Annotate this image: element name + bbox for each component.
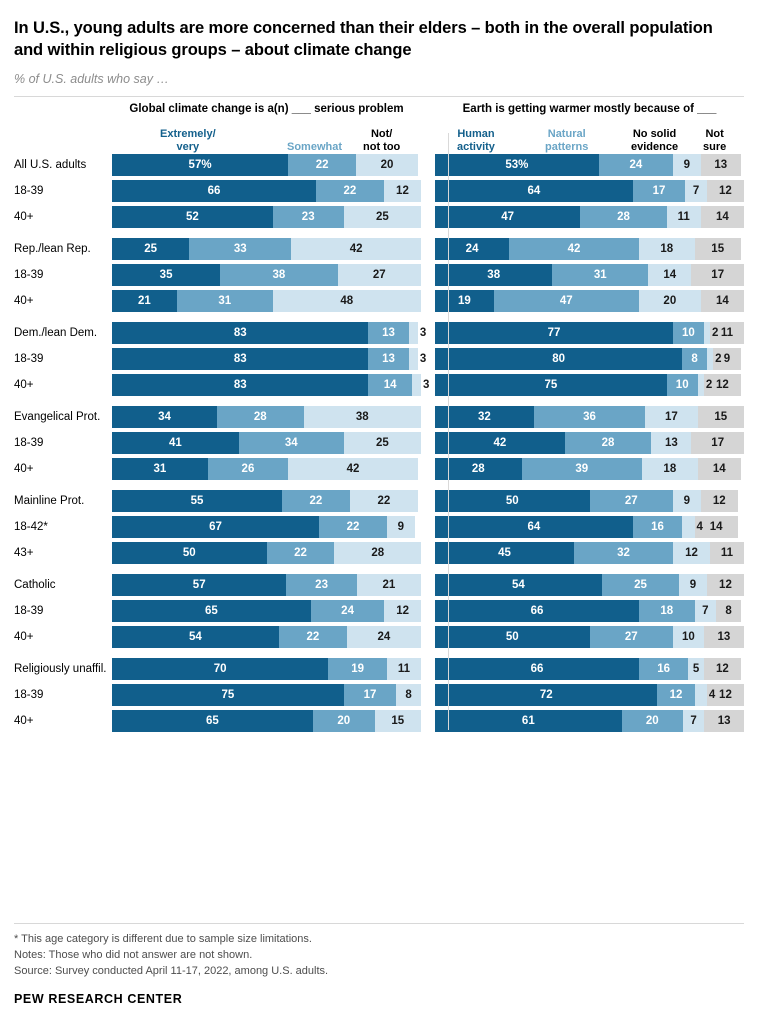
stacked-bar-global (112, 684, 421, 706)
stacked-bar-global (112, 348, 427, 370)
bar-segment: 50 (435, 490, 590, 512)
bar-segment (409, 322, 427, 344)
page-title: In U.S., young adults are more concerned than their elders – both in the overall population and within religious groups – about climate change (14, 19, 713, 59)
bar-segment: 17 (344, 684, 397, 706)
bar-segment: 32 (435, 406, 534, 428)
bar-segment: 10 (667, 374, 698, 396)
bar-segment: 25 (602, 574, 679, 596)
bar-segment: 64 (435, 180, 633, 202)
bar-segment: 67 (112, 516, 319, 538)
bar-segment: 8 (396, 684, 421, 706)
bar-segment: 80 (435, 348, 682, 370)
legend-left (112, 124, 421, 154)
stacked-bar-earth- (435, 322, 744, 344)
bar-segment: 12 (704, 374, 741, 396)
chart-row (14, 322, 744, 344)
stacked-bar-global (112, 322, 427, 344)
row-label: 18-39 (14, 688, 44, 701)
bar-segment: 11 (387, 658, 421, 680)
stacked-bar-global (112, 574, 421, 596)
stacked-bar-global (112, 516, 421, 538)
stacked-bar-global (112, 600, 421, 622)
panel-left-title: Global climate change is a(n) ___ serious problem (129, 102, 404, 115)
panel-left-header (112, 103, 421, 124)
bar-segment: 12 (707, 574, 744, 596)
bar-segment: 32 (574, 542, 673, 564)
bar-segment (409, 348, 427, 370)
bar-value-label: 3 (419, 326, 427, 339)
bar-segment: 16 (639, 658, 688, 680)
stacked-bar-global (112, 180, 421, 202)
bar-segment: 61 (435, 710, 622, 732)
chart-subtitle: % of U.S. adults who say … (14, 71, 169, 86)
stacked-bar-global (112, 542, 421, 564)
stacked-bar-global (112, 406, 421, 428)
bar-segment: 52 (112, 206, 273, 228)
bar-segment: 21 (357, 574, 421, 596)
bar-segment: 36 (534, 406, 645, 428)
chart-row (14, 600, 744, 622)
stacked-bar-earth- (435, 626, 744, 648)
bar-segment: 25 (344, 432, 421, 454)
stacked-bar-earth- (435, 574, 744, 596)
bar-segment: 66 (435, 658, 639, 680)
bar-segment: 65 (112, 600, 311, 622)
stacked-bar-earth- (435, 516, 744, 538)
bar-segment: 23 (286, 574, 356, 596)
row-label: 40+ (14, 294, 34, 307)
bar-segment: 22 (319, 516, 387, 538)
legend-right (435, 124, 744, 154)
chart-row (14, 264, 744, 286)
bar-segment: 12 (384, 600, 421, 622)
bar-segment: 42 (435, 432, 565, 454)
chart-row (14, 374, 744, 396)
chart-row (14, 206, 744, 228)
bar-segment: 9 (713, 348, 741, 370)
row-label: 18-39 (14, 184, 44, 197)
bar-segment: 13 (704, 626, 744, 648)
row-label: All U.S. adults (14, 158, 87, 171)
stacked-bar-earth- (435, 154, 744, 176)
bar-segment: 20 (622, 710, 683, 732)
bar-segment: 75 (435, 374, 667, 396)
bar-segment: 28 (435, 458, 522, 480)
bar-value-label: 2 (715, 352, 722, 365)
row-label: 43+ (14, 546, 34, 559)
bar-segment: 39 (522, 458, 643, 480)
bar-segment: 31 (112, 458, 208, 480)
bar-segment (682, 516, 703, 538)
bar-segment: 38 (220, 264, 337, 286)
bar-segment: 10 (673, 626, 704, 648)
bar-segment: 8 (716, 600, 741, 622)
bar-segment: 83 (112, 374, 368, 396)
stacked-bar-global (112, 432, 421, 454)
bar-segment: 12 (657, 684, 694, 706)
stacked-bar-global (112, 238, 421, 260)
chart-row (14, 684, 744, 706)
row-label: 40+ (14, 210, 34, 223)
bar-segment: 7 (683, 710, 704, 732)
bar-segment: 23 (273, 206, 344, 228)
legend-right-item-1: Natural patterns (545, 128, 589, 153)
bar-segment: 22 (279, 626, 347, 648)
chart-row (14, 658, 744, 680)
chart-row (14, 542, 744, 564)
bar-segment: 70 (112, 658, 328, 680)
legend-right-item-3: Not sure (703, 128, 727, 153)
stacked-bar-global (112, 290, 421, 312)
bar-segment: 42 (509, 238, 639, 260)
bar-segment: 17 (645, 406, 698, 428)
row-label: 18-39 (14, 436, 44, 449)
row-label: Religiously unaffil. (14, 662, 107, 675)
bar-segment: 24 (311, 600, 384, 622)
bar-segment: 12 (384, 180, 421, 202)
legend-right-item-0: Human activity (457, 128, 495, 153)
bar-segment: 20 (356, 154, 418, 176)
bar-segment: 9 (387, 516, 415, 538)
brand-label: PEW RESEARCH CENTER (14, 992, 183, 1006)
bar-segment: 9 (673, 154, 701, 176)
chart-rows (14, 154, 744, 732)
stacked-bar-earth- (435, 684, 744, 706)
stacked-bar-earth- (435, 238, 744, 260)
bar-segment: 27 (590, 490, 673, 512)
bar-segment: 12 (673, 542, 710, 564)
bar-segment: 24 (347, 626, 421, 648)
chart-row (14, 238, 744, 260)
bar-segment: 83 (112, 322, 368, 344)
bar-segment: 42 (288, 458, 418, 480)
bar-segment: 20 (313, 710, 375, 732)
bar-segment: 15 (698, 406, 744, 428)
legend-row (14, 124, 744, 154)
bar-segment: 41 (112, 432, 239, 454)
bar-segment: 34 (239, 432, 344, 454)
bar-segment: 7 (685, 180, 707, 202)
bar-segment: 24 (435, 238, 509, 260)
legend-left-item-1: Somewhat (287, 140, 343, 153)
chart-row (14, 180, 744, 202)
bar-segment (695, 684, 716, 706)
bar-segment: 75 (112, 684, 344, 706)
bar-segment: 28 (565, 432, 652, 454)
bar-segment: 38 (304, 406, 421, 428)
stacked-bar-global (112, 710, 421, 732)
footnote-2: Source: Survey conducted April 11-17, 2022, among U.S. adults. (14, 965, 329, 978)
chart-row (14, 406, 744, 428)
bar-segment: 19 (328, 658, 387, 680)
bar-segment: 27 (590, 626, 673, 648)
stacked-bar-earth- (435, 264, 744, 286)
chart-row (14, 574, 744, 596)
bar-segment: 28 (580, 206, 667, 228)
bar-segment: 38 (435, 264, 552, 286)
bar-segment: 15 (695, 238, 741, 260)
stacked-bar-earth- (435, 432, 744, 454)
bar-segment: 13 (368, 322, 408, 344)
bar-segment: 25 (344, 206, 421, 228)
bar-segment (707, 348, 722, 370)
charts-container (14, 103, 744, 732)
bar-segment: 47 (494, 290, 639, 312)
row-label: Dem./lean Dem. (14, 326, 98, 339)
bar-segment: 9 (673, 490, 701, 512)
stacked-bar-earth- (435, 180, 744, 202)
bar-segment: 13 (651, 432, 691, 454)
bar-segment: 17 (691, 264, 744, 286)
chart-row (14, 458, 744, 480)
bar-value-label: 4 (708, 688, 716, 701)
chart-row (14, 710, 744, 732)
chart-row (14, 626, 744, 648)
bar-segment: 13 (704, 710, 744, 732)
bar-segment: 31 (552, 264, 648, 286)
bar-value-label: 3 (422, 378, 430, 391)
bar-segment (704, 322, 719, 344)
bar-segment: 18 (642, 458, 698, 480)
bar-segment: 22 (267, 542, 335, 564)
chart-row (14, 516, 744, 538)
chart-row (14, 490, 744, 512)
bar-segment: 14 (695, 516, 738, 538)
bar-segment: 21 (112, 290, 177, 312)
bar-segment: 11 (710, 322, 744, 344)
bar-segment: 54 (435, 574, 602, 596)
bar-segment: 66 (112, 180, 316, 202)
bar-segment: 13 (701, 154, 741, 176)
bar-segment: 22 (316, 180, 384, 202)
bar-segment: 65 (112, 710, 313, 732)
panel-titles-row (14, 103, 744, 124)
bar-segment: 50 (435, 626, 590, 648)
stacked-bar-global (112, 154, 421, 176)
bar-segment: 12 (701, 490, 738, 512)
row-label: 18-39 (14, 604, 44, 617)
stacked-bar-earth- (435, 206, 744, 228)
bar-segment: 26 (208, 458, 288, 480)
bar-segment: 18 (639, 238, 695, 260)
bar-value-label: 4 (696, 520, 703, 533)
stacked-bar-global (112, 264, 421, 286)
stacked-bar-global (112, 626, 421, 648)
bar-segment: 35 (112, 264, 220, 286)
bar-segment: 25 (112, 238, 189, 260)
row-label: 40+ (14, 378, 34, 391)
legend-right-item-2: No solid evidence (631, 128, 679, 153)
bar-segment: 42 (291, 238, 421, 260)
bar-segment (698, 374, 713, 396)
footer-divider (14, 923, 744, 924)
bar-segment: 22 (282, 490, 350, 512)
chart-row (14, 432, 744, 454)
stacked-bar-global (112, 490, 421, 512)
bar-segment: 17 (691, 432, 744, 454)
row-label: Catholic (14, 578, 56, 591)
panel-right-title: Earth is getting warmer mostly because of ___ (462, 102, 717, 115)
bar-value-label: 2 (711, 326, 719, 339)
bar-segment: 47 (435, 206, 580, 228)
bar-segment: 16 (633, 516, 682, 538)
bar-segment: 53% (435, 154, 599, 176)
bar-segment: 18 (639, 600, 695, 622)
bar-segment: 83 (112, 348, 368, 370)
panel-divider (448, 133, 449, 730)
bar-segment: 22 (288, 154, 356, 176)
stacked-bar-global (112, 458, 421, 480)
bar-segment: 48 (273, 290, 421, 312)
bar-segment: 57% (112, 154, 288, 176)
bar-segment: 11 (667, 206, 701, 228)
bar-segment: 12 (704, 658, 741, 680)
bar-segment: 50 (112, 542, 267, 564)
bar-segment: 12 (707, 684, 744, 706)
chart-footer (14, 923, 744, 1006)
stacked-bar-global (112, 374, 430, 396)
stacked-bar-global (112, 206, 421, 228)
bar-segment: 13 (368, 348, 408, 370)
bar-segment: 20 (639, 290, 701, 312)
stacked-bar-earth- (435, 290, 744, 312)
bar-segment: 14 (701, 290, 744, 312)
stacked-bar-earth- (435, 406, 744, 428)
stacked-bar-earth- (435, 710, 744, 732)
bar-segment: 12 (707, 180, 744, 202)
row-label: 18-39 (14, 352, 44, 365)
bar-segment: 9 (679, 574, 707, 596)
bar-segment: 28 (217, 406, 304, 428)
bar-segment: 64 (435, 516, 633, 538)
stacked-bar-earth- (435, 658, 744, 680)
footnote-0: * This age category is different due to sample size limitations. (14, 933, 312, 946)
chart-row (14, 348, 744, 370)
bar-segment: 27 (338, 264, 421, 286)
bar-segment: 8 (682, 348, 707, 370)
bar-segment: 10 (673, 322, 704, 344)
bar-segment: 24 (599, 154, 673, 176)
stacked-bar-earth- (435, 600, 744, 622)
stacked-bar-global (112, 658, 421, 680)
bar-segment: 31 (177, 290, 273, 312)
bar-segment: 33 (189, 238, 291, 260)
row-label: Rep./lean Rep. (14, 242, 91, 255)
bar-segment: 14 (648, 264, 691, 286)
stacked-bar-earth- (435, 542, 744, 564)
stacked-bar-earth- (435, 490, 744, 512)
stacked-bar-earth- (435, 458, 744, 480)
panel-right-header (435, 103, 744, 124)
bar-value-label: 2 (705, 378, 713, 391)
bar-segment: 11 (710, 542, 744, 564)
bar-segment: 55 (112, 490, 282, 512)
bar-segment (412, 374, 430, 396)
row-label: 40+ (14, 714, 34, 727)
row-label: Evangelical Prot. (14, 410, 101, 423)
bar-segment: 19 (435, 290, 494, 312)
bar-segment: 77 (435, 322, 673, 344)
bar-segment: 17 (633, 180, 686, 202)
legend-left-item-0: Extremely/ very (160, 128, 216, 153)
chart-row (14, 290, 744, 312)
bar-segment: 54 (112, 626, 279, 648)
legend-left-item-2: Not/ not too (363, 128, 401, 153)
row-label: Mainline Prot. (14, 494, 85, 507)
row-label: 18-42* (14, 520, 48, 533)
row-label: 40+ (14, 630, 34, 643)
chart-row (14, 154, 744, 176)
bar-segment: 34 (112, 406, 217, 428)
bar-segment: 22 (350, 490, 418, 512)
stacked-bar-earth- (435, 374, 744, 396)
header-divider (14, 96, 744, 97)
stacked-bar-earth- (435, 348, 744, 370)
footnote-1: Notes: Those who did not answer are not shown. (14, 949, 253, 962)
bar-segment: 57 (112, 574, 286, 596)
bar-segment: 28 (334, 542, 421, 564)
bar-segment: 5 (688, 658, 703, 680)
bar-segment: 14 (698, 458, 741, 480)
bar-segment: 66 (435, 600, 639, 622)
row-label: 40+ (14, 462, 34, 475)
bar-segment: 14 (701, 206, 744, 228)
bar-segment: 15 (375, 710, 421, 732)
bar-segment: 7 (695, 600, 717, 622)
row-label: 18-39 (14, 268, 44, 281)
bar-value-label: 3 (419, 352, 427, 365)
bar-segment: 14 (368, 374, 411, 396)
bar-segment: 45 (435, 542, 574, 564)
bar-segment: 72 (435, 684, 657, 706)
